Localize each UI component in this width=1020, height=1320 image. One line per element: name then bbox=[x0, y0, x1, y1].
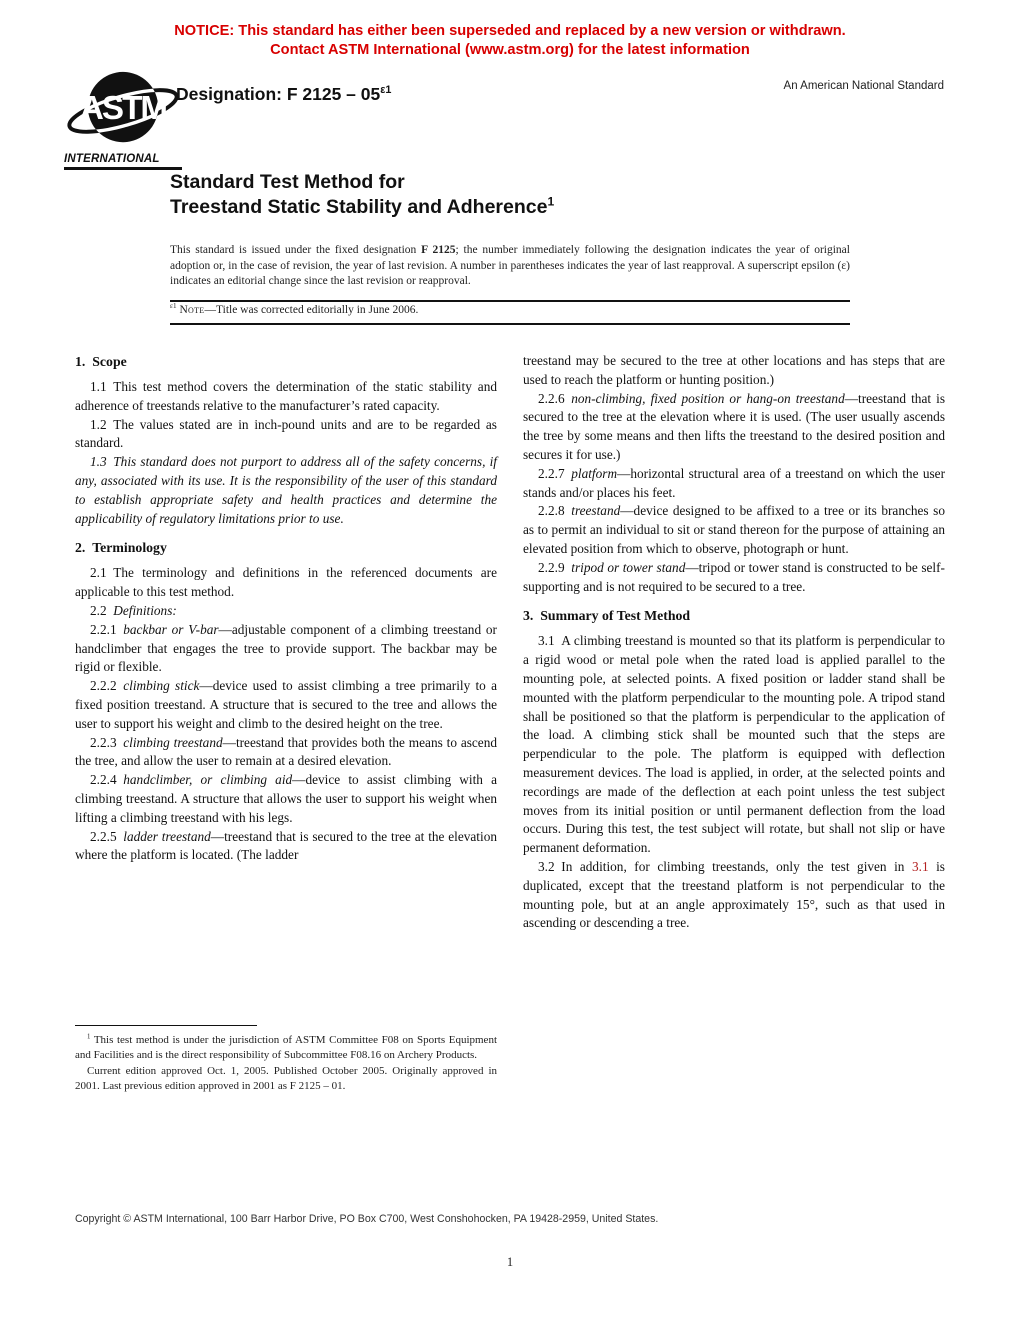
text-segment: —adjustable component of a climbing treestand or handclimber that engages the tree to provide support. The backbar may be rigid or flexible. bbox=[75, 621, 497, 675]
astm-logo-icon bbox=[64, 68, 182, 150]
paragraph bbox=[75, 771, 497, 827]
footnote-divider bbox=[75, 1025, 257, 1027]
right-column-text bbox=[523, 352, 945, 933]
footnote-paragraph bbox=[75, 1064, 497, 1094]
paragraph bbox=[523, 858, 945, 933]
text-segment: handclimber, or climbing aid bbox=[123, 772, 293, 788]
text-segment: —device designed to be affixed to a tree or its branches so as to permit an individual to sit or stand thereon for the purpose of attaining an elevated position from which to observe, photograph or hunt. bbox=[523, 503, 945, 556]
astm-logo-subtitle: INTERNATIONAL bbox=[64, 153, 160, 165]
text-segment: treestand bbox=[571, 503, 621, 519]
section-heading: 1. Scope bbox=[75, 354, 127, 369]
text-segment: ; the number immediately following the designation indicates the year of original adoption or, in the case of revision, the year of last revision. A number in parentheses indicates the year of last reapproval. A superscript epsilon (ε) indicates an editorial change since the last revision or reapproval. bbox=[170, 244, 850, 287]
issuance-paragraph bbox=[170, 243, 850, 290]
divider-rule-bottom bbox=[170, 323, 850, 325]
paragraph bbox=[75, 621, 497, 677]
title-line-2 bbox=[170, 195, 860, 220]
text-segment: —device used to assist climbing a tree primarily to a fixed position treestand. A structure that is secured to the tree and allows the user to support his weight and climb to the desired height on the tree. bbox=[75, 678, 497, 731]
paragraph bbox=[75, 602, 497, 621]
paragraph bbox=[75, 378, 497, 416]
text-segment: non-climbing, fixed position or hang-on treestand bbox=[571, 390, 845, 406]
title-line-1 bbox=[170, 170, 860, 195]
paragraph bbox=[523, 502, 945, 558]
divider-rule-top bbox=[170, 300, 850, 302]
right-column bbox=[523, 352, 945, 1094]
text-segment: Designation: F 2125 – 05 bbox=[176, 84, 381, 104]
text-segment: 1 bbox=[547, 194, 555, 209]
section-heading: 2. Terminology bbox=[75, 540, 167, 556]
paragraph bbox=[75, 453, 497, 528]
section-heading: 3. Summary of Test Method bbox=[523, 608, 691, 624]
footnote bbox=[75, 1021, 497, 1094]
paragraph bbox=[75, 416, 497, 454]
text-segment: This test method is under the jurisdiction of ASTM Committee F08 on Sports Equipment and Facilities and is the direct responsibility of Subcommittee F08.16 on Archery Products. bbox=[75, 1034, 497, 1062]
paragraph bbox=[523, 559, 945, 597]
editorial-note bbox=[170, 304, 850, 316]
text-segment: 2.2.1 bbox=[90, 621, 124, 637]
paragraph bbox=[75, 828, 497, 866]
text-segment: is duplicated, except that the treestand platform is not perpendicular to the mounting pole, but at an angle approximately 15°, such as that used in ascending or descending a tree. bbox=[523, 858, 945, 931]
text-segment: 2.2.2 bbox=[90, 678, 124, 694]
text-segment: —treestand that is secured to the tree at the elevation where it is used. (The user usually ascends the tree by some means and then lifts the treestand to the desired position and secures it for use.) bbox=[523, 390, 945, 462]
text-segment: 1 bbox=[87, 1033, 91, 1041]
ref-link-3-1[interactable]: 3.1 bbox=[911, 858, 929, 874]
left-column bbox=[75, 352, 497, 1094]
text-segment: 2.2.3 bbox=[90, 734, 124, 750]
text-segment: 3.1 A climbing treestand is mounted so that its platform is perpendicular to a rigid wood or metal pole when the rated load is applied parallel to the mounting pole, at selected points. A fixed position or ladder stand shall be mounted with the platform perpendicular to the mounting pole. A tripod stand shall be positioned so that the platform is perpendicular to the application of the load. A climbing stick shall be mounted such that the steps are perpendicular to the pole. The platform is equipped with deflection measurement devices. The load is applied, in order, at the selected points and recordings are made of the deflection at each point unless the test subject moves from its initial position or until permanent deflection from the load occurs. During this test, the test subject will rotate, but shall not slip or have permanent deformation. bbox=[523, 633, 945, 856]
notice-line-1: NOTICE: This standard has either been superseded and replaced by a new version or withdrawn. bbox=[174, 23, 846, 39]
text-segment: Definitions: bbox=[113, 602, 177, 618]
body-columns bbox=[75, 352, 945, 1094]
text-segment: —horizontal structural area of a treestand on which the user stands and/or places his feet. bbox=[523, 465, 945, 500]
paragraph bbox=[523, 390, 945, 465]
text-segment: ladder treestand bbox=[123, 828, 211, 844]
text-segment: backbar or V-bar bbox=[123, 621, 219, 637]
text-segment: tripod or tower stand bbox=[571, 559, 686, 575]
text-segment: 1.2 The values stated are in inch-pound units and are to be regarded as standard. bbox=[75, 416, 497, 451]
text-segment: 1.1 This test method covers the determination of the static stability and adherence of treestands relative to the manufacturer’s rated capacity. bbox=[75, 379, 497, 413]
document-title bbox=[170, 170, 860, 220]
text-segment: This standard is issued under the fixed designation bbox=[170, 244, 422, 256]
text-segment: —device to assist climbing with a climbing treestand. A structure that allows the user to support his weight when lifting a climbing treestand with his legs. bbox=[75, 772, 497, 825]
text-segment: treestand may be secured to the tree at other locations and has steps that are used to reach the platform or hunting position.) bbox=[523, 353, 945, 387]
designation bbox=[176, 84, 391, 105]
text-segment: 2.2.6 bbox=[538, 390, 572, 406]
text-segment: 2.2 bbox=[90, 602, 114, 618]
text-segment: —tripod or tower stand is constructed to be self-supporting and is not required to be secured to a tree. bbox=[523, 559, 945, 594]
left-column-text bbox=[75, 352, 497, 865]
text-segment: F 2125 bbox=[421, 244, 456, 256]
svg-text:ASTM: ASTM bbox=[79, 89, 167, 127]
paragraph bbox=[75, 677, 497, 733]
paragraph bbox=[75, 564, 497, 602]
text-segment: 2.1 The terminology and definitions in the referenced documents are applicable to this test method. bbox=[75, 565, 497, 600]
paragraph bbox=[523, 465, 945, 503]
notice-line-2: Contact ASTM International (www.astm.org) for the latest information bbox=[270, 42, 750, 58]
text-segment: —treestand that is secured to the tree at the elevation where the platform is located. (The ladder bbox=[75, 828, 497, 863]
text-segment: platform bbox=[571, 465, 618, 481]
footnote-paragraph bbox=[75, 1033, 497, 1063]
text-segment: 2.2.7 bbox=[538, 465, 572, 481]
text-segment: —Title was corrected editorially in June 2006. bbox=[204, 304, 419, 316]
paragraph bbox=[75, 734, 497, 772]
text-segment: 2.2.8 bbox=[538, 503, 572, 519]
text-segment: Note bbox=[179, 304, 205, 316]
text-segment: 3.2 In addition, for climbing treestands, only the test given in bbox=[538, 858, 912, 874]
national-standard-label: An American National Standard bbox=[783, 80, 944, 92]
text-segment: 2.2.4 bbox=[90, 772, 124, 788]
text-segment: climbing stick bbox=[123, 678, 200, 694]
text-segment: Current edition approved Oct. 1, 2005. Published October 2005. Originally approved in 2001. Last previous edition approved in 2001 as F 2125 – 01. bbox=[75, 1064, 497, 1092]
paragraph bbox=[523, 352, 945, 390]
paragraph bbox=[523, 632, 945, 858]
text-segment: ε1 bbox=[170, 302, 177, 311]
text-segment: 2.2.5 bbox=[90, 828, 124, 844]
text-segment: 2.2.9 bbox=[538, 559, 572, 575]
page-number: 1 bbox=[506, 1255, 514, 1269]
astm-logo bbox=[64, 68, 184, 170]
text-segment: Standard Test Method for bbox=[170, 171, 405, 193]
text-segment: Treestand Static Stability and Adherence bbox=[170, 196, 548, 218]
text-segment: This standard does not purport to address all of the safety concerns, if any, associated with its use. It is the responsibility of the user of this standard to establish appropriate safety and health practices and determine the applicability of regulatory limitations prior to use. bbox=[75, 454, 497, 526]
copyright-line: Copyright © ASTM International, 100 Barr Harbor Drive, PO Box C700, West Conshohocken, PA 19428-2959, United States. bbox=[75, 1213, 659, 1225]
supersession-notice bbox=[0, 22, 1020, 60]
text-segment: climbing treestand bbox=[123, 734, 223, 750]
text-segment: —treestand that provides both the means to ascend the tree, and allow the user to remain at a desired elevation. bbox=[75, 734, 497, 769]
text-segment: 1.3 bbox=[90, 454, 114, 470]
text-segment: ε1 bbox=[380, 84, 392, 97]
logo-underline bbox=[64, 167, 182, 170]
